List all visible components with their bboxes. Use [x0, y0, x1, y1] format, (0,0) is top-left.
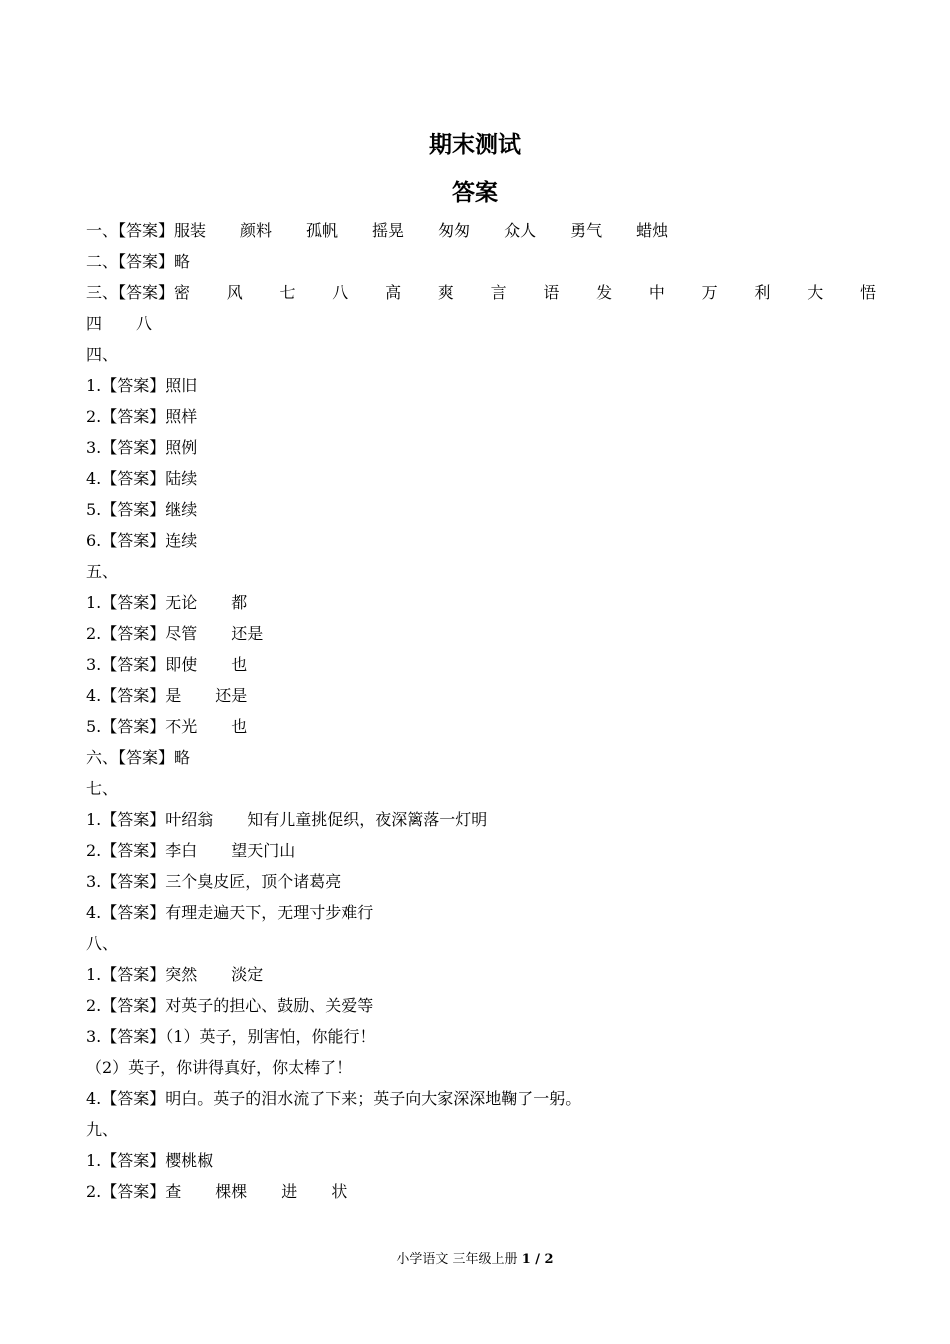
answer-line [86, 432, 876, 463]
answer-segment: 4.【答案】陆续 [86, 469, 198, 488]
answer-segment: 1.【答案】叶绍翁 [86, 810, 214, 829]
answer-line [86, 370, 876, 401]
answer-segment: 摇晃 [372, 221, 405, 240]
answer-line [86, 773, 876, 804]
answer-line [86, 463, 876, 494]
answer-segment: 3.【答案】照例 [86, 438, 198, 457]
answer-segment: 孤帆 [306, 221, 339, 240]
answer-line [86, 525, 876, 556]
answer-line [86, 959, 876, 990]
answer-segment: 六、【答案】略 [86, 748, 191, 767]
answer-segment: 棵棵 [215, 1182, 248, 1201]
answer-segment: 勇气 [570, 221, 603, 240]
answer-segment: 6.【答案】连续 [86, 531, 198, 550]
answer-line [86, 680, 876, 711]
page-subtitle: 答案 [452, 180, 498, 206]
answer-line [86, 928, 876, 959]
answer-line [86, 649, 876, 680]
answer-segment: 状 [331, 1182, 348, 1201]
answer-line [86, 866, 876, 897]
answer-segment: 都 [231, 593, 248, 612]
answer-segment: 爽 [437, 283, 454, 302]
answer-segment: 高 [385, 283, 402, 302]
answer-segment: 2.【答案】李白 [86, 841, 198, 860]
answer-segment: 3.【答案】即使 [86, 655, 198, 674]
answer-line [86, 494, 876, 525]
answer-segment: 七 [279, 283, 296, 302]
answer-line [86, 308, 876, 339]
answer-segment: 淡定 [231, 965, 264, 984]
answer-segment: 5.【答案】不光 [86, 717, 198, 736]
answer-segment: 悟 [859, 283, 876, 302]
answer-line [86, 215, 876, 246]
answer-segment: 八 [332, 283, 349, 302]
answer-line [86, 990, 876, 1021]
answer-segment: 进 [281, 1182, 298, 1201]
answer-segment: 1.【答案】突然 [86, 965, 198, 984]
answer-segment: 蜡烛 [636, 221, 669, 240]
answer-segment: 八 [136, 314, 153, 333]
answer-segment: 也 [231, 655, 248, 674]
answer-segment: 4.【答案】明白。英子的泪水流了下来；英子向大家深深地鞠了一躬。 [86, 1089, 582, 1108]
answer-segment: 望天门山 [231, 841, 296, 860]
answer-segment: （2）英子，你讲得真好，你太棒了！ [86, 1058, 353, 1077]
answer-segment: 5.【答案】继续 [86, 500, 198, 519]
answer-line [86, 556, 876, 587]
answer-segment: 众人 [504, 221, 537, 240]
answer-line [86, 246, 876, 277]
answer-segment: 中 [648, 283, 665, 302]
answer-segment: 八、 [86, 934, 119, 953]
answer-list [86, 215, 876, 1207]
answer-segment: 2.【答案】查 [86, 1182, 182, 1201]
page-number: 1 / 2 [521, 1252, 554, 1267]
answer-segment: 2.【答案】照样 [86, 407, 198, 426]
answer-line [86, 339, 876, 370]
answer-segment: 发 [596, 283, 613, 302]
answer-segment: 颜料 [240, 221, 273, 240]
answer-line [86, 1052, 876, 1083]
answer-segment: 利 [754, 283, 771, 302]
answer-line [86, 1083, 876, 1114]
answer-line [86, 1176, 876, 1207]
answer-line [86, 711, 876, 742]
answer-line [86, 897, 876, 928]
answer-segment: 二、【答案】略 [86, 252, 191, 271]
answer-segment: 知有儿童挑促织，夜深篱落一灯明 [247, 810, 488, 829]
answer-segment: 五、 [86, 562, 119, 581]
answer-segment: 还是 [231, 624, 264, 643]
footer-text: 小学语文 三年级上册 [396, 1252, 518, 1267]
answer-line [86, 835, 876, 866]
answer-segment: 4.【答案】是 [86, 686, 182, 705]
answer-segment: 三、【答案】密 [86, 283, 191, 302]
answer-line [86, 804, 876, 835]
answer-segment: 还是 [215, 686, 248, 705]
answer-segment: 1.【答案】照旧 [86, 376, 198, 395]
answer-line [86, 1021, 876, 1052]
answer-segment: 四 [86, 314, 103, 333]
answer-segment: 语 [543, 283, 560, 302]
answer-segment: 大 [807, 283, 824, 302]
answer-segment: 一、【答案】服装 [86, 221, 207, 240]
answer-segment: 九、 [86, 1120, 119, 1139]
answer-segment: 1.【答案】樱桃椒 [86, 1151, 214, 1170]
answer-line [86, 618, 876, 649]
answer-line [86, 277, 876, 308]
answer-segment: 言 [490, 283, 507, 302]
answer-segment: 万 [701, 283, 718, 302]
answer-segment: 1.【答案】无论 [86, 593, 198, 612]
answer-segment: 2.【答案】尽管 [86, 624, 198, 643]
answer-segment: 七、 [86, 779, 119, 798]
answer-segment: 匆匆 [438, 221, 471, 240]
answer-segment: 风 [226, 283, 243, 302]
answer-segment: 2.【答案】对英子的担心、鼓励、关爱等 [86, 996, 374, 1015]
answer-line [86, 1114, 876, 1145]
answer-segment: 3.【答案】三个臭皮匠，顶个诸葛亮 [86, 872, 342, 891]
answer-segment: 四、 [86, 345, 119, 364]
answer-segment: 也 [231, 717, 248, 736]
answer-line [86, 1145, 876, 1176]
answer-line [86, 742, 876, 773]
page-footer [0, 1248, 950, 1267]
answer-segment: 4.【答案】有理走遍天下，无理寸步难行 [86, 903, 374, 922]
answer-line [86, 587, 876, 618]
answer-segment: 3.【答案】（1）英子，别害怕，你能行！ [86, 1027, 376, 1046]
page-title: 期末测试 [429, 132, 521, 158]
answer-line [86, 401, 876, 432]
